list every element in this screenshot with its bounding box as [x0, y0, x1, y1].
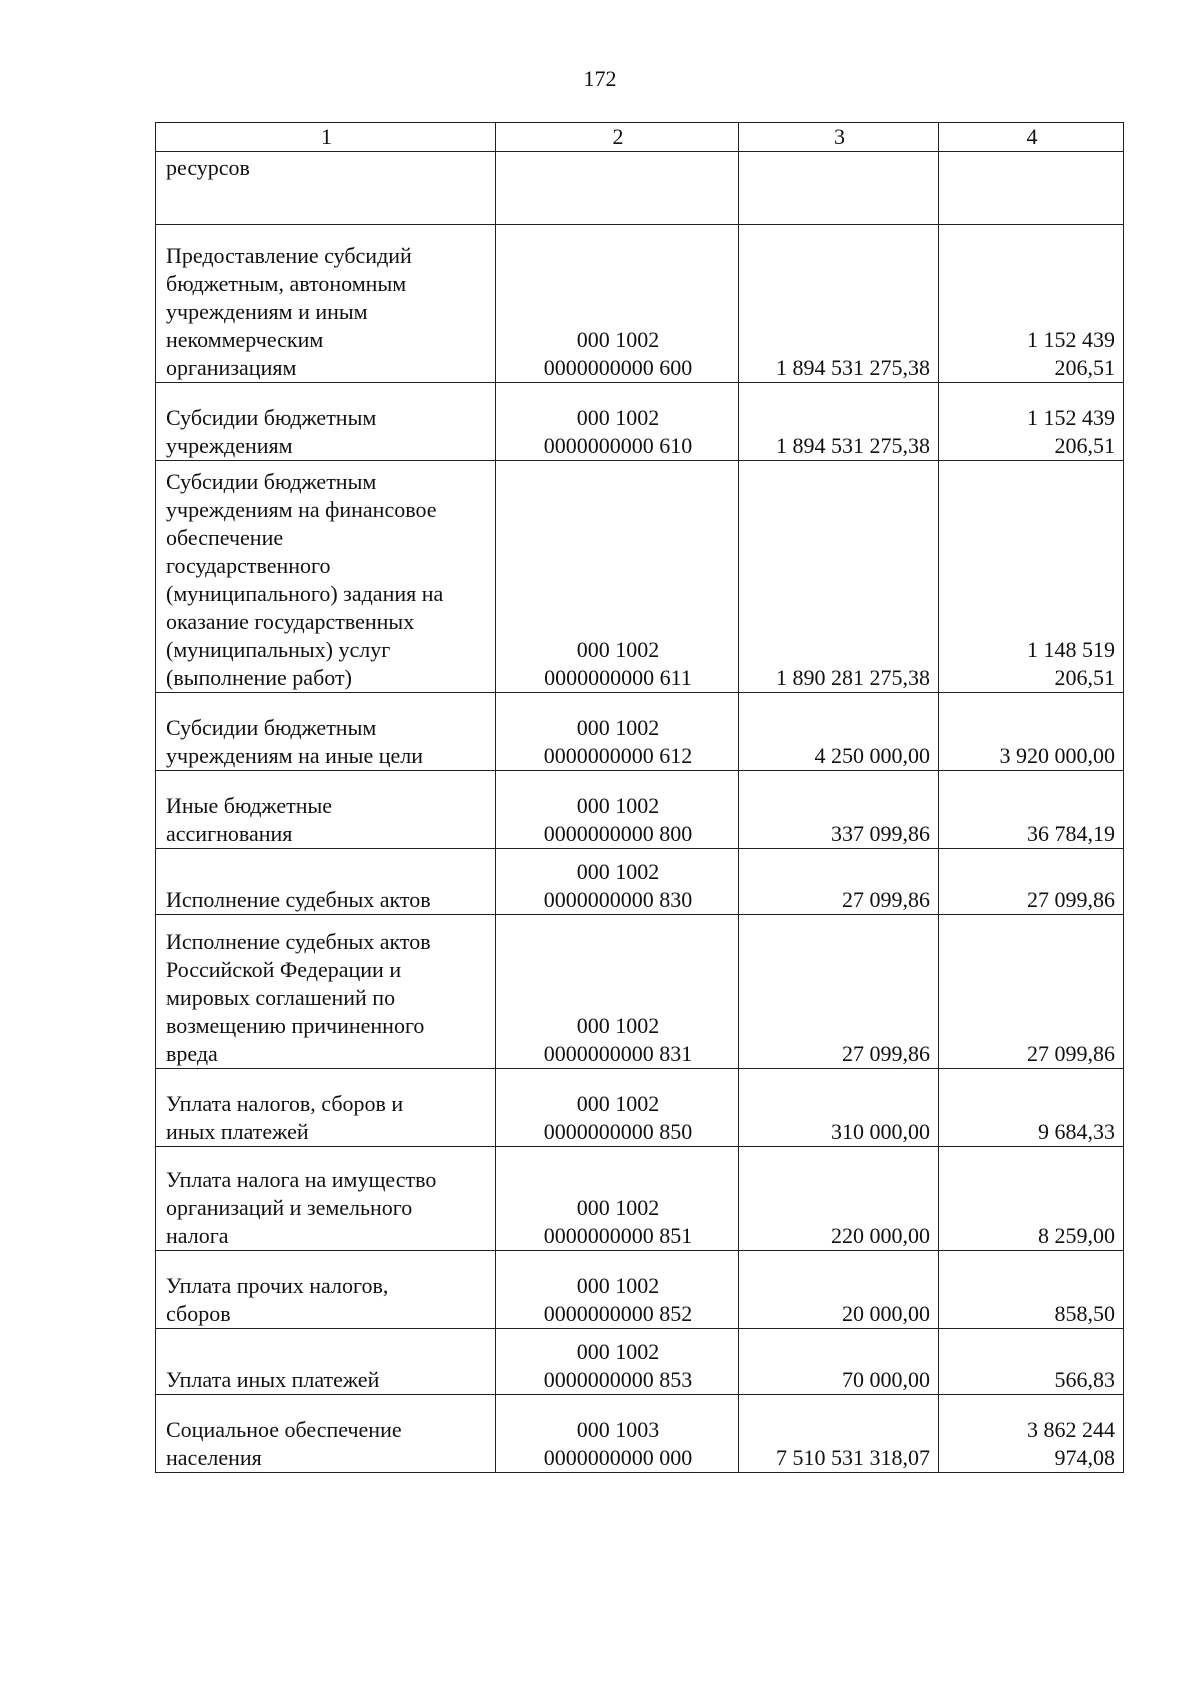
cell-name	[156, 1329, 496, 1395]
table-row	[156, 461, 1124, 693]
name-line: Социальное обеспечение	[166, 1417, 402, 1442]
cell-name	[156, 693, 496, 771]
name-line: учреждениям на финансовое	[166, 497, 437, 522]
name-line: учреждениям на иные цели	[166, 743, 423, 768]
cell-value-3: 27 099,86	[739, 915, 939, 1069]
cell-name	[156, 152, 496, 225]
code-line: 0000000000 851	[543, 1223, 693, 1248]
code-line: 0000000000 000	[543, 1445, 693, 1470]
cell-name	[156, 1395, 496, 1473]
value-line: 1 148 519	[1027, 637, 1115, 662]
code-line: 000 1003	[576, 1417, 660, 1442]
header-row	[156, 123, 1124, 152]
value-line: 974,08	[1054, 1445, 1115, 1470]
name-line: государственного	[166, 553, 331, 578]
name-line: сборов	[166, 1301, 231, 1326]
cell-code	[496, 1251, 739, 1329]
cell-value-4	[939, 152, 1124, 225]
cell-value-4	[939, 915, 1124, 1069]
cell-name	[156, 771, 496, 849]
cell-value-4	[939, 1069, 1124, 1147]
budget-table	[155, 122, 1124, 1473]
code-line: 000 1002	[576, 1339, 660, 1364]
code-line: 000 1002	[576, 327, 660, 352]
cell-value-3: 20 000,00	[739, 1251, 939, 1329]
name-line: Уплата иных платежей	[166, 1367, 380, 1392]
cell-value-4	[939, 383, 1124, 461]
table-row	[156, 1251, 1124, 1329]
cell-value-3: 337 099,86	[739, 771, 939, 849]
value-line: 36 784,19	[1027, 821, 1115, 846]
column-header-2: 2	[496, 123, 739, 152]
value-line: 206,51	[1054, 355, 1115, 380]
code-line: 0000000000 612	[543, 743, 693, 768]
name-line: иных платежей	[166, 1119, 309, 1144]
cell-code	[496, 915, 739, 1069]
cell-code	[496, 1069, 739, 1147]
table-row	[156, 849, 1124, 915]
table-row	[156, 693, 1124, 771]
name-line: Российской Федерации и	[166, 957, 402, 982]
value-line: 206,51	[1054, 665, 1115, 690]
code-line: 000 1002	[576, 637, 660, 662]
cell-name	[156, 1251, 496, 1329]
table-row	[156, 915, 1124, 1069]
cell-name	[156, 849, 496, 915]
table-row	[156, 1329, 1124, 1395]
table-row	[156, 1069, 1124, 1147]
cell-name	[156, 1147, 496, 1251]
name-line: учреждениям	[166, 433, 293, 458]
name-line: мировых соглашений по	[166, 985, 396, 1010]
name-line: Уплата налога на имущество	[166, 1167, 437, 1192]
cell-value-3: 220 000,00	[739, 1147, 939, 1251]
cell-code	[496, 1329, 739, 1395]
name-line: организациям	[166, 355, 297, 380]
value-line: 1 152 439	[1027, 405, 1115, 430]
cell-code	[496, 771, 739, 849]
name-line: ресурсов	[166, 155, 250, 180]
cell-name	[156, 1069, 496, 1147]
column-header-3: 3	[739, 123, 939, 152]
cell-name	[156, 225, 496, 383]
cell-name	[156, 915, 496, 1069]
code-line: 000 1002	[576, 1195, 660, 1220]
value-line: 3 862 244	[1027, 1417, 1115, 1442]
name-line: ассигнования	[166, 821, 293, 846]
name-line: некоммерческим	[166, 327, 324, 352]
name-line: Исполнение судебных актов	[166, 929, 431, 954]
code-line: 000 1002	[576, 793, 660, 818]
name-line: организаций и земельного	[166, 1195, 413, 1220]
code-line: 000 1002	[576, 405, 660, 430]
name-line: вреда	[166, 1041, 218, 1066]
name-line: (выполнение работ)	[166, 665, 352, 690]
table-body	[156, 152, 1124, 1473]
cell-code	[496, 383, 739, 461]
code-line: 0000000000 850	[543, 1119, 693, 1144]
value-line: 1 152 439	[1027, 327, 1115, 352]
value-line: 206,51	[1054, 433, 1115, 458]
value-line: 27 099,86	[1027, 887, 1115, 912]
cell-name	[156, 383, 496, 461]
table-row	[156, 1395, 1124, 1473]
cell-value-4	[939, 461, 1124, 693]
cell-value-3: 4 250 000,00	[739, 693, 939, 771]
code-line: 0000000000 610	[543, 433, 693, 458]
name-line: возмещению причиненного	[166, 1013, 425, 1038]
table-header	[156, 123, 1124, 152]
name-line: бюджетным, автономным	[166, 271, 407, 296]
code-line: 0000000000 800	[543, 821, 693, 846]
code-line: 0000000000 831	[543, 1041, 693, 1066]
value-line: 858,50	[1054, 1301, 1115, 1326]
value-line: 566,83	[1054, 1367, 1115, 1392]
table-row	[156, 152, 1124, 225]
cell-value-4	[939, 1147, 1124, 1251]
cell-value-3: 310 000,00	[739, 1069, 939, 1147]
cell-code	[496, 152, 739, 225]
cell-value-3: 7 510 531 318,07	[739, 1395, 939, 1473]
code-line: 000 1002	[576, 1273, 660, 1298]
name-line: Субсидии бюджетным	[166, 469, 377, 494]
value-line: 9 684,33	[1038, 1119, 1115, 1144]
column-header-4: 4	[939, 123, 1124, 152]
cell-value-4	[939, 1251, 1124, 1329]
cell-value-4	[939, 1329, 1124, 1395]
code-line: 0000000000 853	[543, 1367, 693, 1392]
code-line: 000 1002	[576, 715, 660, 740]
value-line: 3 920 000,00	[999, 743, 1115, 768]
name-line: Субсидии бюджетным	[166, 715, 377, 740]
name-line: оказание государственных	[166, 609, 415, 634]
code-line: 0000000000 852	[543, 1301, 693, 1326]
name-line: Уплата прочих налогов,	[166, 1273, 389, 1298]
name-line: населения	[166, 1445, 262, 1470]
cell-value-3: 1 894 531 275,38	[739, 383, 939, 461]
name-line: Исполнение судебных актов	[166, 887, 431, 912]
code-line: 000 1002	[576, 859, 660, 884]
page-number: 172	[583, 66, 617, 91]
code-line: 000 1002	[576, 1013, 660, 1038]
cell-value-3: 27 099,86	[739, 849, 939, 915]
column-header-1: 1	[156, 123, 496, 152]
name-line: Предоставление субсидий	[166, 243, 412, 268]
table-row	[156, 383, 1124, 461]
cell-code	[496, 461, 739, 693]
table-row	[156, 1147, 1124, 1251]
cell-value-4	[939, 849, 1124, 915]
cell-value-4	[939, 1395, 1124, 1473]
cell-value-3	[739, 152, 939, 225]
name-line: (муниципальных) услуг	[166, 637, 391, 662]
value-line: 8 259,00	[1038, 1223, 1115, 1248]
cell-value-4	[939, 771, 1124, 849]
name-line: налога	[166, 1223, 229, 1248]
cell-code	[496, 225, 739, 383]
name-line: Иные бюджетные	[166, 793, 333, 818]
cell-code	[496, 1395, 739, 1473]
cell-value-3: 1 890 281 275,38	[739, 461, 939, 693]
cell-code	[496, 849, 739, 915]
code-line: 0000000000 600	[543, 355, 693, 380]
name-line: обеспечение	[166, 525, 284, 550]
value-line: 27 099,86	[1027, 1041, 1115, 1066]
cell-code	[496, 693, 739, 771]
name-line: учреждениям и иным	[166, 299, 368, 324]
cell-value-3: 1 894 531 275,38	[739, 225, 939, 383]
cell-name	[156, 461, 496, 693]
cell-code	[496, 1147, 739, 1251]
table-row	[156, 225, 1124, 383]
name-line: Субсидии бюджетным	[166, 405, 377, 430]
cell-value-4	[939, 225, 1124, 383]
name-line: (муниципального) задания на	[166, 581, 444, 606]
code-line: 0000000000 830	[543, 887, 693, 912]
cell-value-3: 70 000,00	[739, 1329, 939, 1395]
name-line: Уплата налогов, сборов и	[166, 1091, 404, 1116]
table-row	[156, 771, 1124, 849]
code-line: 000 1002	[576, 1091, 660, 1116]
cell-value-4	[939, 693, 1124, 771]
code-line: 0000000000 611	[544, 665, 692, 690]
